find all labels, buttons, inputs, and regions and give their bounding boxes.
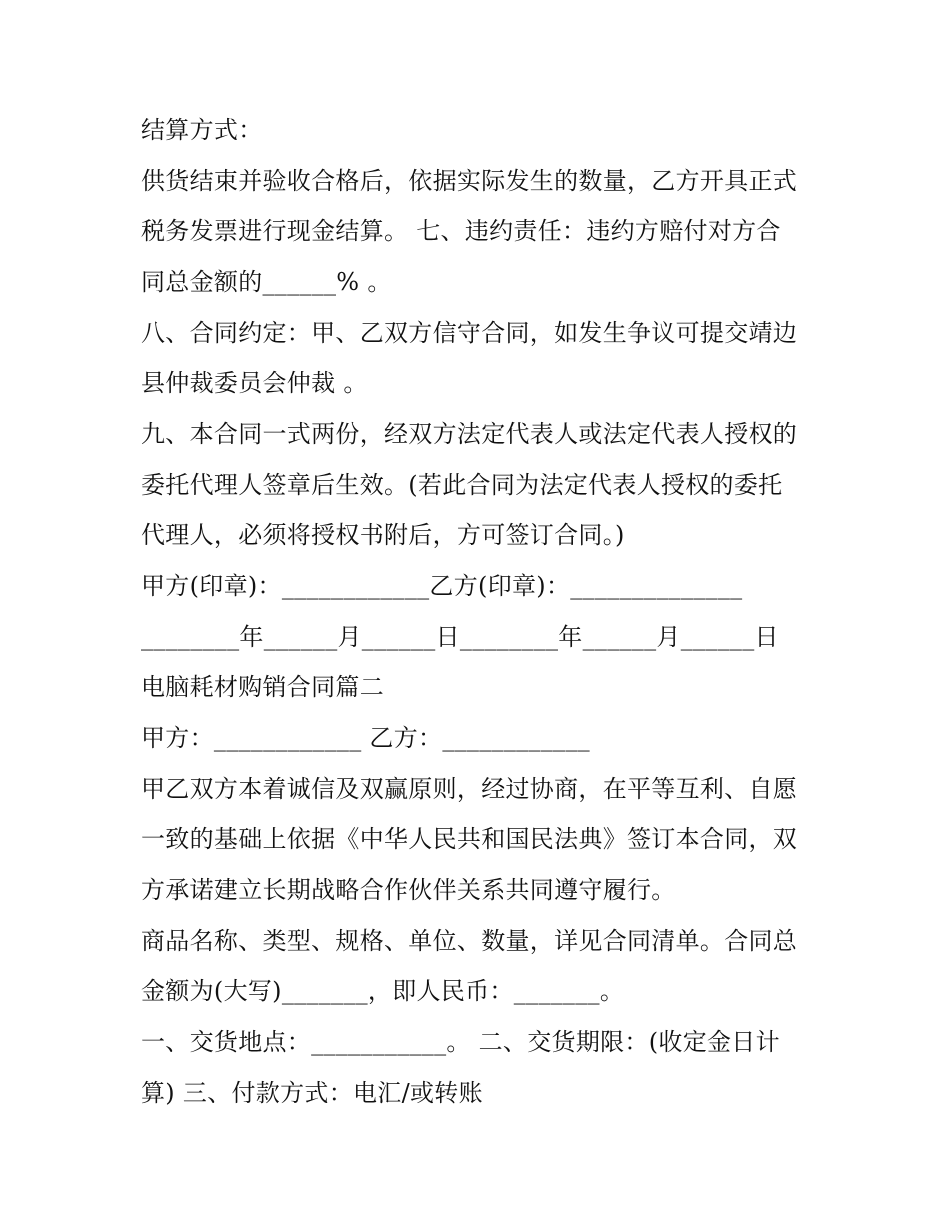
text-line: 方承诺建立长期战略合作伙伴关系共同遵守履行。 bbox=[141, 876, 676, 904]
text-line: 八、合同约定：甲、乙双方信守合同，如发生争议可提交靖边 bbox=[141, 319, 798, 347]
text-line: 金额为(大写)_______，即人民币：_______。 bbox=[141, 977, 625, 1005]
text-line: 甲乙双方本着诚信及双赢原则，经过协商，在平等互利、自愿 bbox=[141, 775, 798, 803]
text-line: 税务发票进行现金结算。 七、违约责任：违约方赔付对方合 bbox=[141, 217, 781, 245]
text-line: 结算方式： bbox=[141, 116, 263, 144]
text-line: 县仲裁委员会仲裁 。 bbox=[141, 369, 368, 397]
text-line: 同总金额的______% 。 bbox=[141, 268, 392, 296]
date-line: ________年______月______日________年______月______日 bbox=[141, 623, 779, 651]
text-line: 九、本合同一式两份，经双方法定代表人或法定代表人授权的 bbox=[141, 420, 798, 448]
text-line: 一、交货地点：___________。 二、交货期限：(收定金日计 bbox=[141, 1028, 780, 1056]
text-line: 代理人，必须将授权书附后，方可签订合同。) bbox=[141, 521, 625, 549]
signature-line: 甲方(印章)：____________乙方(印章)：______________ bbox=[141, 572, 743, 600]
party-line: 甲方：____________ 乙方：____________ bbox=[141, 724, 590, 752]
text-line: 商品名称、类型、规格、单位、数量，详见合同清单。合同总 bbox=[141, 927, 798, 955]
section-title: 电脑耗材购销合同篇二 bbox=[141, 673, 384, 701]
text-line: 委托代理人签章后生效。(若此合同为法定代表人授权的委托 bbox=[141, 471, 783, 499]
text-line: 算) 三、付款方式：电汇/或转账 bbox=[141, 1079, 483, 1107]
text-line: 供货结束并验收合格后，依据实际发生的数量，乙方开具正式 bbox=[141, 167, 798, 195]
text-line: 一致的基础上依据《中华人民共和国民法典》签订本合同，双 bbox=[141, 825, 798, 853]
